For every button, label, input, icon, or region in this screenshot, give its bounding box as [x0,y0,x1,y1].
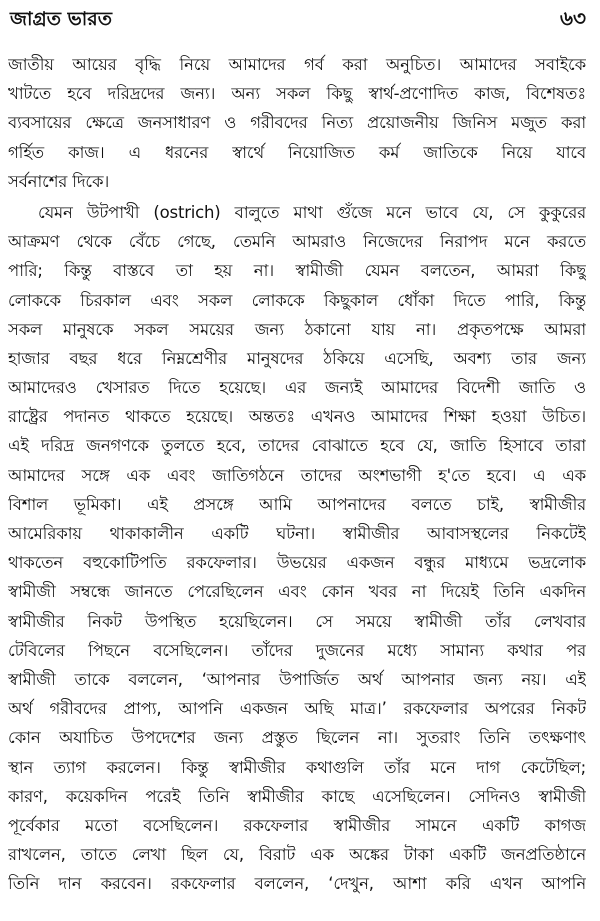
text-line: পারি; কিন্তু বাস্তবে তা হয় না। স্বামীজী যেমন বলতেন, আমরা কিছু [8,261,586,281]
text-line: সকল মানুষকে সকল সময়ের জন্য ঠকানো যায় না। প্রকৃতপক্ষে আমরা [8,319,586,339]
text-line: হাজার বছর ধরে নিম্নশ্রেণীর মানুষদের ঠকিয়ে এসেছি, অবশ্য তার জন্য [8,348,586,368]
text-line: রাখলেন, তাতে লেখা ছিল যে, বিরাট এক অঙ্কের টাকা একটি জনপ্রতিষ্ঠানে [8,845,586,865]
running-head: জাগ্রত ভারত [10,8,112,30]
paragraph [8,198,586,899]
text-line: স্থান ত্যাগ করলেন। কিন্তু স্বামীজীর কথাগুলি তাঁর মনে দাগ কেটেছিল; [8,757,586,777]
text-line: বিশাল ভূমিকা। এই প্রসঙ্গে আমি আপনাদের বলতে চাই, স্বামীজীর [8,494,586,514]
text-line: লোককে চিরকাল এবং সকল লোককে কিছুকাল ধোঁকা দিতে পারি, কিন্তু [8,290,586,310]
text-line: গর্হিত কাজ। এ ধরনের স্বার্থে নিয়োজিত কর্ম জাতিকে নিয়ে যাবে [8,142,586,162]
page-header [8,4,586,44]
text-line: আমাদেরও খেসারত দিতে হয়েছে। এর জন্যই আমাদের বিদেশী জাতি ও [8,378,586,398]
text-line: আমেরিকায় থাকাকালীন একটি ঘটনা। স্বামীজীর আবাসস্থলের নিকটেই [8,524,586,543]
text-line: এই দরিদ্র জনগণকে তুলতে হবে, তাদের বোঝাতে হবে যে, জাতি হিসাবে তারা [8,436,586,456]
text-line: রাষ্ট্রের পদানত থাকতে হয়েছে। অন্ততঃ এখনও আমাদের শিক্ষা হওয়া উচিত। [8,407,586,427]
text-line: সর্বনাশের দিকে। [8,171,110,191]
text-line: কারণ, কয়েকদিন পরেই তিনি স্বামীজীর কাছে এসেছিলেন। সেদিনও স্বামীজী [8,786,586,806]
text-line: স্বামীজীর নিকট উপস্থিত হয়েছিলেন। সে সময়ে স্বামীজী তাঁর লেখবার [8,611,586,631]
text-line: কোন অযাচিত উপদেশের জন্য প্রস্তুত ছিলেন না। সুতরাং তিনি তৎক্ষণাৎ [8,728,586,748]
page-number: ৬৩ [559,6,586,30]
paragraph [8,50,586,196]
text-line: স্বামীজী সম্বন্ধে জানতে পেরেছিলেন এবং কোন খবর না দিয়েই তিনি একদিন [8,582,586,602]
text-line: খাটতে হবে দরিদ্রদের জন্য। অন্য সকল কিছু স্বার্থ-প্রণোদিত কাজ, বিশেষতঃ [8,84,586,104]
text-line: জাতীয় আয়ের বৃদ্ধি নিয়ে আমাদের গর্ব করা অনুচিত। আমাদের সবাইকে [8,55,586,74]
text-line: ব্যবসায়ের ক্ষেত্রে জনসাধারণ ও গরীবদের নিত্য প্রয়োজনীয় জিনিস মজুত করা [8,113,586,133]
text-line: থাকতেন বহুকোটিপতি রকফেলার। উভয়ের একজন বন্ধুর মাধ্যমে ভদ্রলোক [8,553,586,573]
text-line: আক্রমণ থেকে বেঁচে গেছে, তেমনি আমরাও নিজেদের নিরাপদ মনে করতে [8,232,586,252]
text-line: টেবিলের পিছনে বসেছিলেন। তাঁদের দুজনের মধ্যে সামান্য কথার পর [8,640,586,660]
body-text [8,50,586,898]
text-line: স্বামীজী তাকে বললেন, ‘আপনার উপার্জিত অর্থ আপনার জন্য নয়। এই [8,669,586,689]
text-line: তিনি দান করবেন। রকফেলার বললেন, ‘দেখুন, আশা করি এখন আপনি [8,874,586,894]
text-line: আমাদের সঙ্গে এক এবং জাতিগঠনে তাদের অংশভাগী হ'তে হবে। এ এক [8,465,586,485]
text-line: যেমন উটপাখী (ostrich) বালুতে মাথা গুঁজে মনে ভাবে যে, সে কুকুরের [38,202,586,222]
text-line: পূর্বেকার মতো বসেছিলেন। রকফেলার স্বামীজীর সামনে একটি কাগজ [8,815,586,835]
text-line: অর্থ গরীবদের প্রাপ্য, আপনি একজন অছি মাত্র।’ রকফেলার অপরের নিকট [8,699,586,719]
